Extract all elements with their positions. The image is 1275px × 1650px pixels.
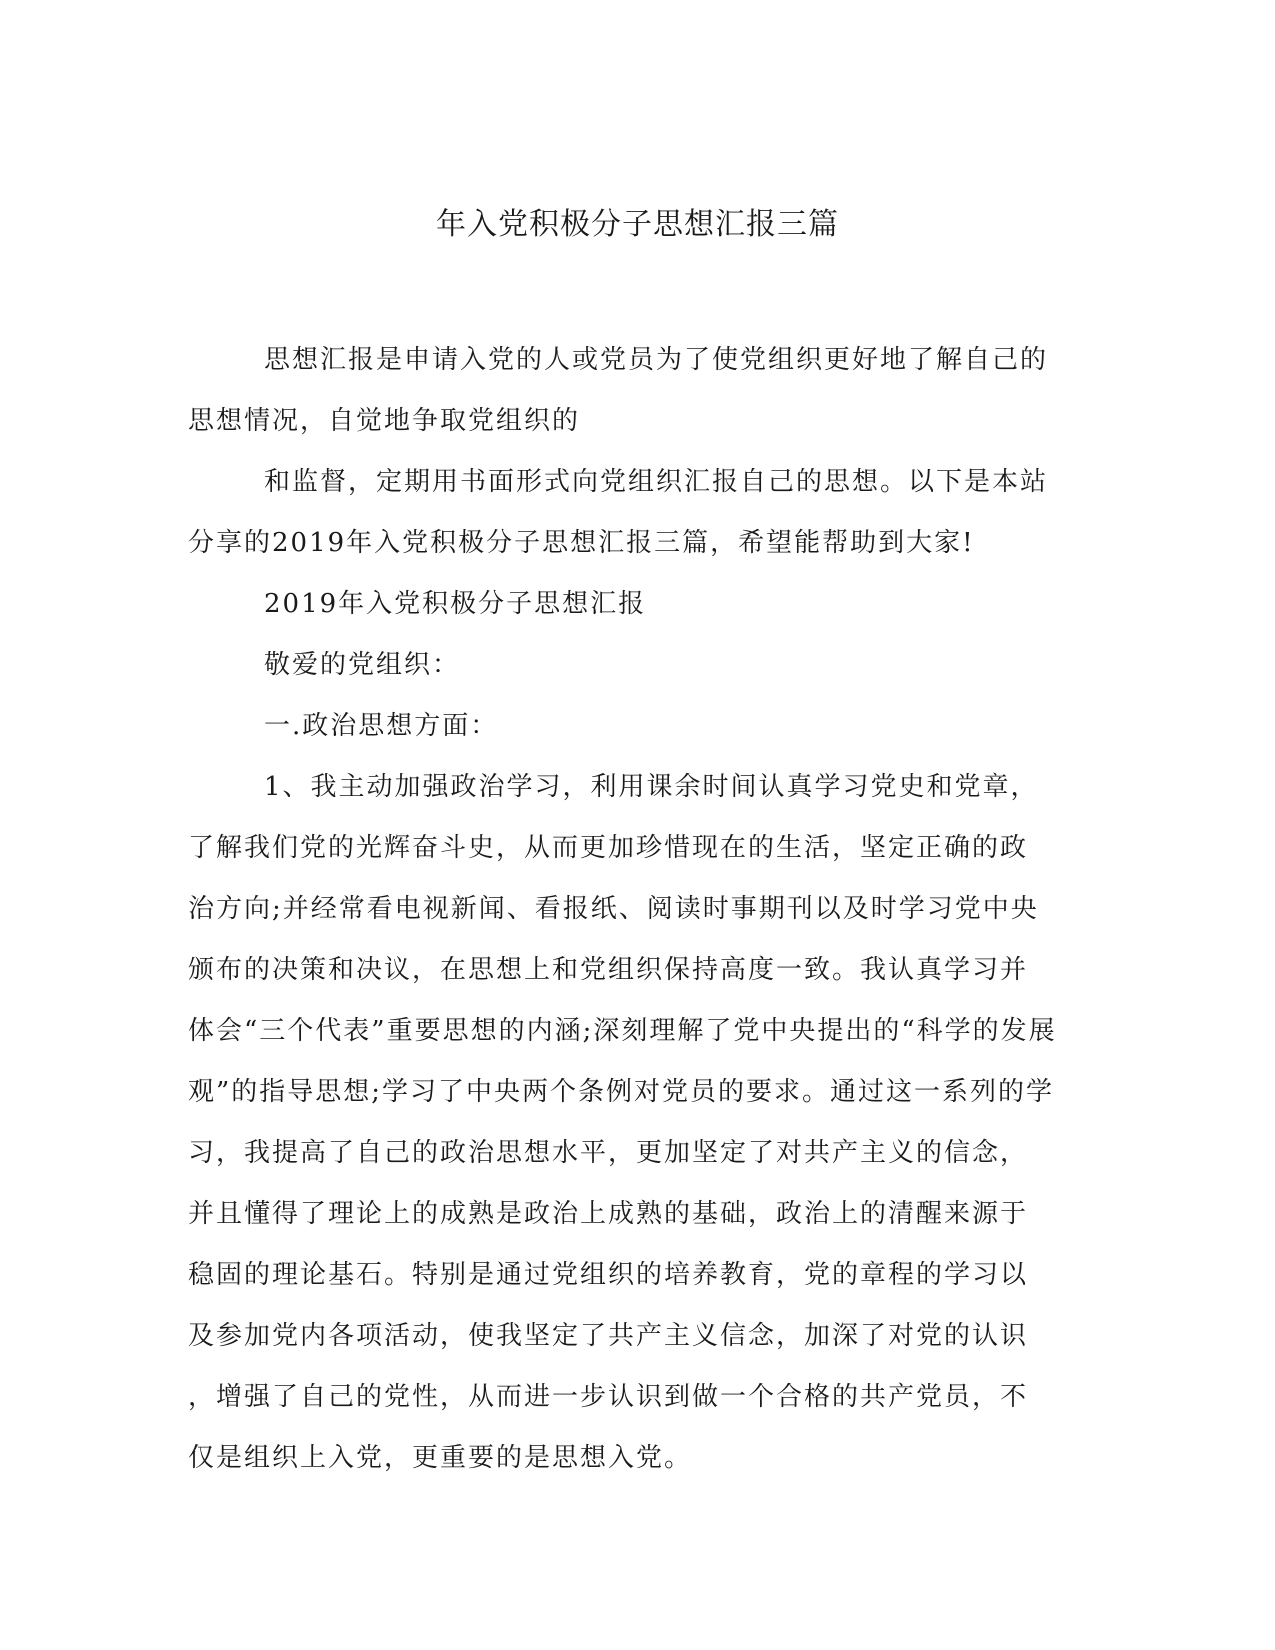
paragraph-line: 思想情况，自觉地争取党组织的 bbox=[188, 406, 581, 436]
document-title: 年入党积极分子思想汇报三篇 bbox=[436, 207, 839, 242]
paragraph-line: 1、我主动加强政治学习，利用课余时间认真学习党史和党章， bbox=[264, 772, 1039, 802]
paragraph-line: 稳固的理论基石。特别是通过党组织的培养教育，党的章程的学习以 bbox=[188, 1260, 1029, 1290]
paragraph-line: 习，我提高了自己的政治思想水平，更加坚定了对共产主义的信念， bbox=[188, 1138, 1029, 1168]
paragraph-line: 仅是组织上入党，更重要的是思想入党。 bbox=[188, 1443, 693, 1473]
section-heading: 2019年入党积极分子思想汇报 bbox=[264, 589, 647, 619]
paragraph-line: 颁布的决策和决议，在思想上和党组织保持高度一致。我认真学习并 bbox=[188, 955, 1029, 985]
document-body bbox=[188, 330, 1068, 1489]
subsection-heading: 一.政治思想方面： bbox=[264, 711, 499, 741]
paragraph-line: 体会“三个代表”重要思想的内涵;深刻理解了党中央提出的“科学的发展 bbox=[188, 1016, 1057, 1046]
paragraph-line: 和监督，定期用书面形式向党组织汇报自己的思想。以下是本站 bbox=[264, 467, 1049, 497]
paragraph-line: 及参加党内各项活动，使我坚定了共产主义信念，加深了对党的认识 bbox=[188, 1321, 1029, 1351]
paragraph-line: 了解我们党的光辉奋斗史，从而更加珍惜现在的生活，坚定正确的政 bbox=[188, 833, 1029, 863]
paragraph-line: 思想汇报是申请入党的人或党员为了使党组织更好地了解自己的 bbox=[264, 345, 1049, 375]
paragraph-line: 观”的指导思想;学习了中央两个条例对党员的要求。通过这一系列的学 bbox=[188, 1077, 1055, 1107]
paragraph-line: 并且懂得了理论上的成熟是政治上成熟的基础，政治上的清醒来源于 bbox=[188, 1199, 1029, 1229]
paragraph-line: ，增强了自己的党性，从而进一步认识到做一个合格的共产党员，不 bbox=[188, 1382, 1029, 1412]
salutation: 敬爱的党组织： bbox=[264, 650, 461, 680]
paragraph-line: 治方向;并经常看电视新闻、看报纸、阅读时事期刊以及时学习党中央 bbox=[188, 894, 1039, 924]
paragraph-line: 分享的2019年入党积极分子思想汇报三篇，希望能帮助到大家! bbox=[188, 528, 975, 558]
